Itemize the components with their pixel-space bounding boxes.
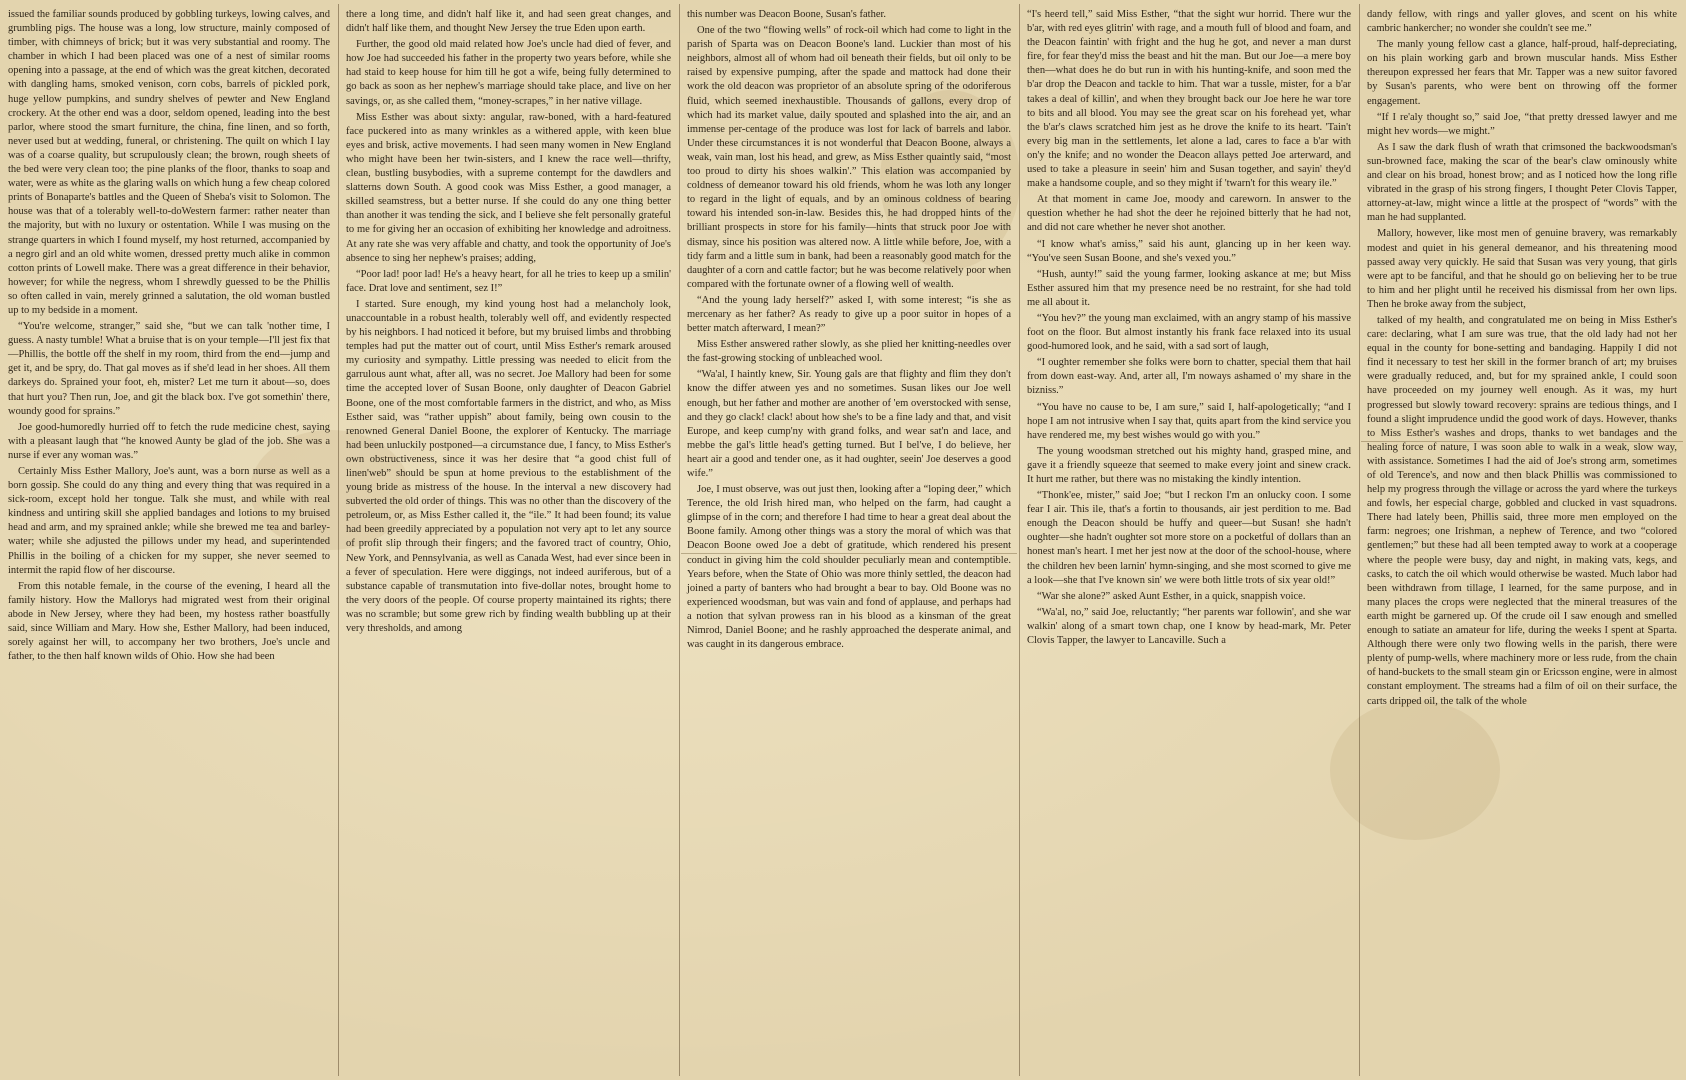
paragraph: The manly young fellow cast a glance, half-proud, half-depreciating, on his plain working garb and brown muscular hands. Miss Esther thereupon expressed her fears that Mr. Tapper was a new suitor favored by Susan's parents, who were bent on throwing off the former engagement. — [1367, 39, 1677, 107]
paragraph: “Thonk'ee, mister,” said Joe; “but I reckon I'm an onlucky coon. I some fear I air. This ile, that's a fortin to thousands, air jest perdition to me. Bad enough the Deacon should be huffy and queer—but Susan! she hadn't oughter—she hadn't oughter sot more store on a pocketful of dollars than an honest man's heart. I met her jest now at the door of the school-house, where the children hev been larnin' hymn-singing, and she most scorned to give me a look—she that I've known sin' we were both little trots of six year old!” — [1027, 490, 1351, 586]
text-column-3 — [681, 6, 1017, 1074]
paragraph: The young woodsman stretched out his mighty hand, grasped mine, and gave it a friendly squeeze that seemed to make every joint and sinew crack. It hurt me rather, but there was no mistaking the kindly intention. — [1027, 445, 1351, 485]
paragraph: “Wa'al, no,” said Joe, reluctantly; “her parents war followin', and she war walkin' along of a smart town chap, one I know by head-mark, Mr. Peter Clovis Tapper, the lawyer to Lancaville. Such a — [1027, 606, 1351, 647]
paragraph: “I oughter remember she folks were born to chatter, special them that hail from down east-way. And, arter all, I'm noways ashamed o' my share in the bizniss.” — [1027, 357, 1351, 397]
paragraph: “Hush, aunty!” said the young farmer, looking askance at me; but Miss Esther assured him that my presence need be no restraint, for she had told me all about it. — [1027, 268, 1351, 308]
paragraph: “Poor lad! poor lad! He's a heavy heart, for all he tries to keep up a smilin' face. Drat love and sentiment, sez I!” — [346, 268, 671, 294]
paragraph: there a long time, and didn't half like it, and had seen great changes, and didn't half like them, and thought New Jersey the true Eden upon earth. — [346, 9, 671, 35]
paragraph: “If I re'aly thought so,” said Joe, “that pretty dressed lawyer and me might hev words—we might.” — [1367, 111, 1677, 137]
paragraph: Further, the good old maid related how Joe's uncle had died of fever, and how Joe had succeeded his father in the property two years before, while she had staid to keep house for him till he got a wife, being fully determined to go back as soon as her nephew's marriage should take place, and live on her savings, or, as she called them, “money-scrapes,” in her native village. — [346, 39, 671, 107]
paragraph: “You're welcome, stranger,” said she, “but we can talk 'nother time, I guess. A nasty tumble! What a bruise that is on your temple—I'll jest fix that—Phillis, the bottle off the shelf in my room, third from the end—jump and get it, and be spry, do. That gal moves as if she'd lead in her shoes. All them darkeys do. Sprained your foot, eh, mister? Let me turn it about—so, does that hurt you? Then run, Joe, and git the black box. I've got somethin' there, woundy good for sprains.” — [8, 321, 330, 417]
paragraph: From this notable female, in the course of the evening, I heard all the family history. How the Mallorys had migrated west from their original abode in New Jersey, where they had been, my hostess rather boastfully said, since William and Mary. How she, Esther Mallory, had been induced, sorely against her will, to accompany her two brothers, Joe's uncle and father, to the then half known wilds of Ohio. How she had been — [8, 580, 330, 663]
clipping-edge — [681, 553, 1017, 554]
paragraph: Miss Esther answered rather slowly, as she plied her knitting-needles over the fast-growing stocking of unbleached wool. — [687, 339, 1011, 365]
paragraph: talked of my health, and congratulated me on being in Miss Esther's care: declaring, what I am sure was true, that the old lady had not her equal in the county for bone-setting and bandaging. Happily I did not find it necessary to test her skill in the former branch of art; my bruises were gradually reduced, and, but for my sprained ankle, I could soon have proceeded on my journey well enough. As it was, my hurt progressed but slowly toward recovery: sprains are tedious things, and I found a slight imprudence undid the good work of days. However, thanks to Miss Esther's washes and drops, thanks to wet bandages and the healing force of nature, I was soon able to walk in a weak, slow way, with assistance. Sometimes I had the aid of Joe's strong arm, sometimes of old Terence's, and now and then black Phillis was commissioned to help my progress through the village or across the yard where the turkeys and fowls, her especial charge, gobbled and clucked in vast squadrons. There had lately been, Phillis said, three more men employed on the farm: negroes; one Irishman, a nephew of Terence, and two “colored gentlemen;” but these had all been tempted away to work at a cooperage where the people were busy, day and night, in making vats, kegs, and casks, to catch the oil which would otherwise be wasted. Much labor had been withdrawn from tillage, I learned, for the same purpose, and in many places the crops were neglected that the mineral treasures of the earth might be garnered up. Of the crude oil I saw enough and smelled enough to satiate an amateur for life, during the weeks I spent at Sparta. Although there were only two flowing wells in the parish, there were plenty of pump-wells, where machinery more or less rude, from the chain of hand-buckets to the small steam gin or Ericsson engine, were in almost constant employment. The streams had a film of oil on their surface, the carts dripped oil, the talk of the whole — [1367, 314, 1677, 707]
paragraph: “Wa'al, I haintly knew, Sir. Young gals are that flighty and flim they don't know the differ atween yes and no sometimes. Susan likes our Joe well enough, but her father and mother are another of 'em overstocked with sense, and they go clack! clack! about how she's to be a fine lady and that, and visit Europe, and keep cump'ny with grand folks, and wear sat'n and lace, and mebbe the gal's little head's getting turned. But I bel've, I do believe, her heart air a good and tender one, as it had oughter, seein' Joe deserves a good wife.” — [687, 369, 1011, 479]
paragraph: “And the young lady herself?” asked I, with some interest; “is she as mercenary as her father? As ready to give up a poor suitor in hopes of a better match afterward, I mean?” — [687, 294, 1011, 335]
text-column-1 — [2, 6, 336, 1074]
paragraph: dandy fellow, with rings and yaller gloves, and scent on his white cambric hankercher; no wonder she couldn't see me.” — [1367, 9, 1677, 35]
text-column-4 — [1021, 6, 1357, 1074]
paragraph: One of the two “flowing wells” of rock-oil which had come to light in the parish of Sparta was on Deacon Boone's land. Luckier than most of his neighbors, almost all of whom had oil beneath their fields, but oil only to be raised by expensive pumping, after the spade and mattock had done their work the old deacon was proprietor of an absolute spring of the odoriferous fluid, which seemed inexhaustible. Thousands of gallons, every drop of which had its market value, daily spouted and splashed into the air, and an immense per-centage of the produce was lost for lack of barrels and labor. Under these circumstances it is not wonderful that Deacon Boone, always a weak, vain man, lost his head, and grew, as Miss Esther quaintly said, “most too proud to dirty his shoes walkin'.” This elation was accompanied by coldness of demeanor toward his old friends, whom he was loth any longer to regard in the light of equals, and by an ominous coldness of bearing toward his intended son-in-law. Besides this, he had dropped hints of the brilliant prospects in store for his family—hints that struck poor Joe with dismay, since his position was altered now. A little while before, Joe, with a tidy farm and a little sum in bank, had been a reasonably good match for the daughter of a corn and cattle factor; but he was become relatively poor when compared with the fortunate owner of a flowing well of wealth. — [687, 25, 1011, 290]
paragraph: “War she alone?” asked Aunt Esther, in a quick, snappish voice. — [1037, 590, 1306, 602]
column-rule — [679, 4, 680, 1076]
paragraph: At that moment in came Joe, moody and careworn. In answer to the question whether he had shot the deer he rejoined bitterly that he had not, and did not care whether he never shot another. — [1027, 194, 1351, 234]
column-rule — [338, 4, 339, 1076]
paragraph: Joe, I must observe, was out just then, looking after a “loping deer,” which Terence, the old Irish hired man, who helped on the farm, had caught a glimpse of in the corn; and therefore I had time to hear a great deal about the Boone family. Among other things was a story the moral of which was that Deacon Boone owed Joe a debt of gratitude, which rendered his present conduct in giving him the cold shoulder peculiarly mean and contemptible. Years before, when the State of Ohio was more thinly settled, the deacon had joined a party of banters who had brought a bear to bay. Old Boone was no experienced woodsman, but was vain and fond of applause, and perhaps had a notion that sylvan prowess ran in his blood as a kinsman of the great Nimrod, Daniel Boone; and he rashly approached the desperate animal, and was caught in its dangerous embrace. — [687, 484, 1011, 651]
paragraph: Mallory, however, like most men of genuine bravery, was remarkably modest and quiet in his general demeanor, and his threatening mood passed away very quickly. He said that Susan was very young, that girls were apt to be fanciful, and that he should go on believing her to be true to him and her plight until he received his dismissal from her own lips. Then he broke away from the subject, — [1367, 228, 1677, 310]
paragraph: “I know what's amiss,” said his aunt, glancing up in her keen way. “You've seen Susan Boone, and she's vexed you.” — [1027, 238, 1351, 264]
paragraph: Miss Esther was about sixty: angular, raw-boned, with a hard-featured face puckered into as many wrinkles as a withered apple, with keen blue eyes and brisk, active movements. I had seen many women in New England who might have been her twin-sisters, and I knew the race well—thrifty, clean, bustling busybodies, with a supreme contempt for the dawdlers and slatterns down South. A good cook was Miss Esther, a good manager, a skilled seamstress, but a better nurse. If she could do any one thing better than another it was tending the sick, and I believe she felt personally grateful to me for giving her an occasion of exhibiting her knowledge and adroitness. At any rate she was very affable and chatty, and took the opportunity of Joe's absence to sing her nephew's praises; adding, — [346, 111, 671, 264]
text-column-5 — [1361, 6, 1683, 1074]
paragraph: As I saw the dark flush of wrath that crimsoned the backwoodsman's sun-browned face, making the scar of the bear's claw ominously white and clear on his broad, honest brow; and as I noticed how the long rifle vibrated in the grasp of his strong fingers, I thought Peter Clovis Tapper, attorney-at-law, might wince a little at the prospect of “words” with the man he had supplanted. — [1367, 141, 1677, 224]
text-column-2 — [340, 6, 677, 1074]
paragraph: “I's heerd tell,” said Miss Esther, “that the sight wur horrid. There wur the b'ar, with red eyes glitrin' with rage, and a mouth full of blood and foam, and the Deacon faintin' with fright and the hug he got, and never a man durst fire, for fear they'd miss the beast and hit the man. But our Joe—a mere boy then—what does he do but run in with his hunting-knife, and soon med the b'ar drop the Deacon and tackle to him. That war a tussle, mister, for a b'ar takes a deal of killin', and when they brought back our Joe here he war tore to bits and all blood. You may see the great scar on his forehead yet, whar the b'ar's claws scratched him jest as he drove the knife to its heart. 'Tain't every big man in the settlements, let alone a lad, cares to face a b'ar with on'y the knife; and no wonder the Deacon allays petted Joe arterward, and used to take a pleasure in seein' him and Susan together, and sayin' they'd make a handsome couple, and so they might if 'twarn't for this weary ile.” — [1027, 9, 1351, 190]
column-rule — [1359, 4, 1360, 1076]
paragraph: “You have no cause to be, I am sure,” said I, half-apologetically; “and I hope I am not intrusive when I say that, quits apart from the kind service you have rendered me, my best wishes would go with you.” — [1027, 401, 1351, 441]
paragraph: this number was Deacon Boone, Susan's father. — [687, 9, 887, 20]
column-rule — [1019, 4, 1020, 1076]
paragraph: I started. Sure enough, my kind young host had a melancholy look, unaccountable in a robust health, tolerably well off, and evidently respected by his neighbors. I had noticed it before, but my bruised limbs and throbbing temples had put the matter out of court, until Miss Esther's remark aroused my curiosity and sympathy. Little pressing was needed to elicit from the garrulous aunt what, after all, was no secret. Joe Mallory had been for some time the accepted lover of Susan Boone, only daughter of Deacon Gabriel Boone, one of the most comfortable farmers in the district, and who, as Miss Esther said, was “rather uppish” about family, being own cousin to the renowned General Daniel Boone, the explorer of Kentucky. The marriage had been unluckily postponed—a circumstance due, I fancy, to Miss Esther's own obstructiveness, since it was her desire that “a good chist full of linen'web” should be spun at home previous to the establishment of the young bride as mistress of the house. In the interval a new discovery had subverted the old order of things. This was no other than the discovery of the petroleum, or, as Miss Esther called it, the “ile.” It had been found; its value had been greedily appreciated by a population not very apt to let any source of profit slip through their fingers; and the favored tract of country, Ohio, New York, and Pennsylvania, as well as Canada West, had ever since been in a fever of speculation. Here were diggings, not indeed auriferous, but of a substance capable of transmutation into five-dollar notes, brought home to the very doors of the people. Of course property maintained its rights; there was no scramble; but some grew rich by finding wealth bubbling up at their very thresholds, and among — [346, 298, 671, 635]
paragraph: issued the familiar sounds produced by gobbling turkeys, lowing calves, and grumbling pigs. The house was a long, low structure, mainly composed of timber, with chimneys of brick; but it was very substantial and roomy. The chamber in which I had been placed was one of a nest of similar rooms opening into a passage, at the end of which was the great kitchen, decorated with dangling hams, smoked venison, corn cobs, barrels of pickled pork, huge yellow pumpkins, and sundry shelves of pewter and New England crockery. At the other end was a door, seldom opened, leading into the best parlor, where stood the smart furniture, the china, fine linen, and so forth, never used but at wedding, funeral, or christening. The quilt on which I lay was of a coarse quality, but scrupulously clean; the brown, rough sheets of the bed were very clean too; the pine planks of the floor, thanks to soap and water, were as white as the glaring walls on which hung a few cheap colored prints of Bonaparte's battles and the Queen of Sheba's visit to Solomon. The house was that of a tolerably well-to-doWestern farmer: rather neater than the majority, but with no luxury or ostentation. While I was musing on the strange quarters in which I found myself, my host returned, accompanied by a negro girl and an old white women, dressed pretty much alike in common cotton prints of Lowell make. There was a great difference in their behavior, however; for while the negress, whom I shrewdly guessed to be the Phillis so often called in vain, merely grinned a salutation, the old woman bustled up to my bedside in a moment. — [8, 9, 330, 316]
paragraph: “You hev?” the young man exclaimed, with an angry stamp of his massive foot on the floor. But almost instantly his frank face relaxed into its usual good-humored look, and he said, with a sad sort of laugh, — [1027, 312, 1351, 353]
paragraph: Joe good-humoredly hurried off to fetch the rude medicine chest, saying with a pleasant laugh that “he knowed Aunty be glad of the job. She was a nurse if ever any woman was.” — [8, 421, 330, 461]
clipping-edge — [1361, 441, 1683, 442]
paragraph: Certainly Miss Esther Mallory, Joe's aunt, was a born nurse as well as a born gossip. She could do any thing and every thing that was required in a sick-room, except hold her tongue. Talk she must, and while with real kindness and untiring skill she applied bandages and lotions to my bruised head and arm, and my sprained ankle; while she brewed me tea and barley-water; while she adjusted the pillows under my head, and superintended Phillis in the boiling of a chicken for my supper, she never seemed to intermit the rapid flow of her discourse. — [8, 466, 330, 576]
